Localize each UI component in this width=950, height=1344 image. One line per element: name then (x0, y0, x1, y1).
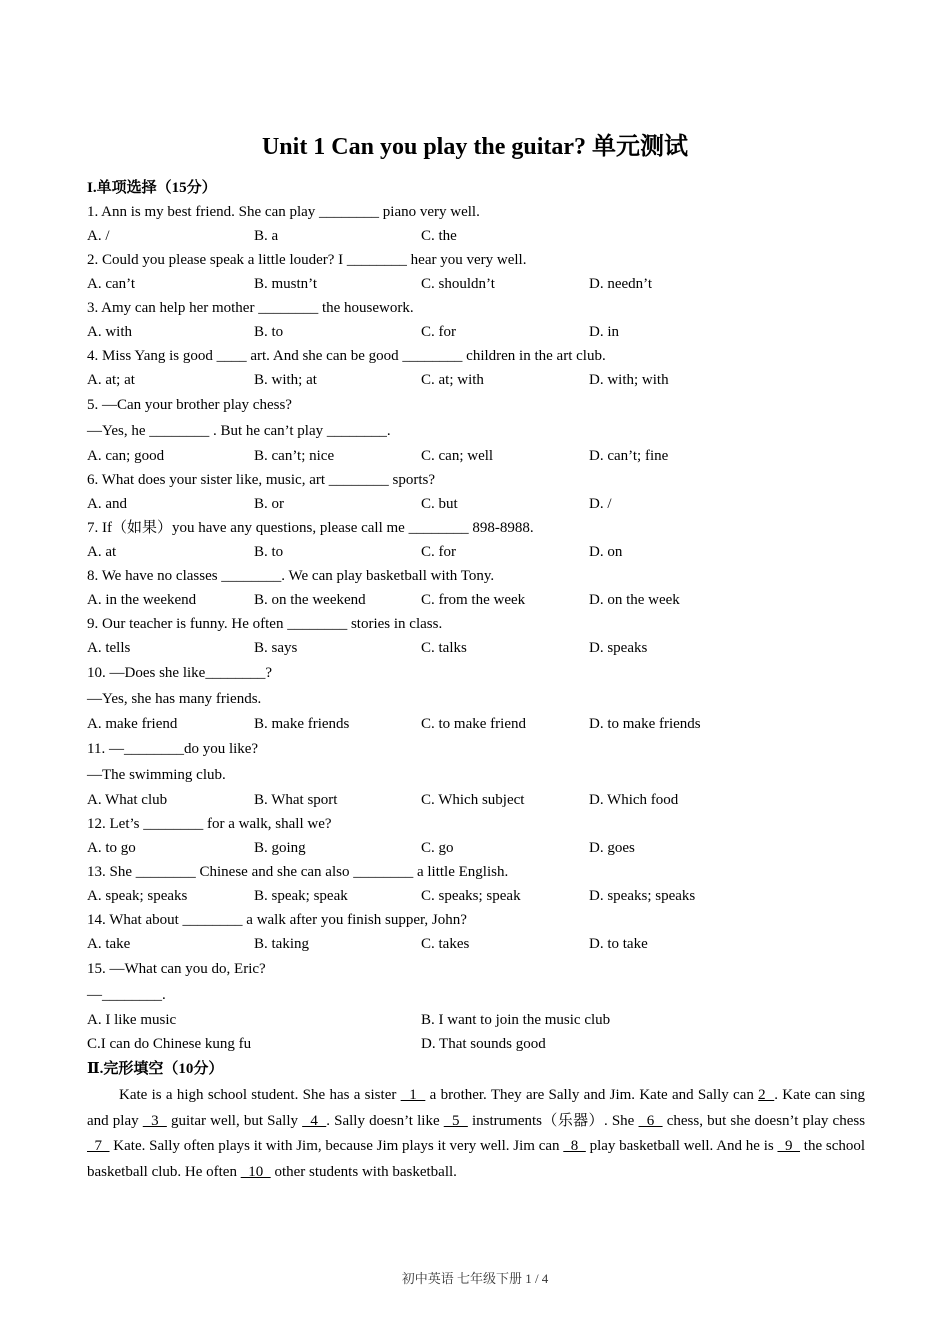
answer-option[interactable]: D. goes (589, 840, 635, 856)
section-heading: I.单项选择（15分） (87, 180, 217, 196)
answer-option[interactable]: C. Which subject (421, 792, 525, 808)
answer-option[interactable]: A. at; at (87, 372, 135, 388)
passage-text: . Sally doesn’t like (326, 1112, 444, 1129)
option-row (87, 444, 865, 468)
answer-option[interactable]: A. and (87, 496, 127, 512)
answer-option[interactable]: D. / (589, 496, 612, 512)
answer-option[interactable]: C. to make friend (421, 716, 526, 732)
cloze-blank[interactable]: 9 (777, 1138, 801, 1154)
answer-option[interactable]: C. go (421, 840, 454, 856)
option-row (87, 932, 865, 956)
cloze-blank[interactable]: 7 (87, 1138, 110, 1154)
question-stem: 6. What does your sister like, music, art ________ sports? (87, 472, 436, 488)
option-row (87, 540, 865, 564)
answer-option[interactable]: C. takes (421, 936, 470, 952)
passage-text: play basketball well. And he is (585, 1138, 778, 1154)
answer-option[interactable]: A. can; good (87, 448, 165, 464)
answer-option[interactable]: C. shouldn’t (421, 276, 495, 292)
question-stem: 1. Ann is my best friend. She can play ________ piano very well. (87, 204, 480, 220)
answer-option[interactable]: B. mustn’t (254, 276, 318, 292)
option-row (87, 836, 865, 860)
question-stem: 10. —Does she like________? (87, 665, 272, 681)
answer-option[interactable]: B. with; at (254, 372, 317, 388)
option-row (87, 712, 865, 736)
answer-option[interactable]: A. / (87, 228, 110, 244)
option-row (87, 224, 865, 248)
answer-option[interactable]: A. What club (87, 792, 168, 808)
answer-option[interactable]: B. make friends (254, 716, 350, 732)
answer-option[interactable]: B. on the weekend (254, 592, 366, 608)
answer-option[interactable]: B. to (254, 324, 284, 340)
answer-option[interactable]: A. tells (87, 640, 131, 656)
answer-option[interactable]: C.I can do Chinese kung fu (87, 1036, 252, 1052)
option-row (87, 492, 865, 516)
question-stem: 11. —________do you like? (87, 741, 259, 757)
answer-option[interactable]: C. talks (421, 640, 467, 656)
answer-option[interactable]: D. with; with (589, 372, 669, 388)
answer-option[interactable]: B. going (254, 840, 306, 856)
answer-option[interactable]: D. Which food (589, 792, 679, 808)
answer-option[interactable]: A. in the weekend (87, 592, 197, 608)
passage-text: Kate. Sally often plays it with Jim, because Jim plays it very well. Jim can (109, 1138, 564, 1154)
passage-text: chess, but she doesn’t play chess (662, 1112, 866, 1129)
answer-option[interactable]: D. to make friends (589, 716, 701, 732)
question-stem: 2. Could you please speak a little louder? I ________ hear you very well. (87, 252, 527, 268)
answer-option[interactable]: B. to (254, 544, 284, 560)
option-row (87, 588, 865, 612)
cloze-blank[interactable]: 3 (142, 1112, 167, 1129)
answer-option[interactable]: A. speak; speaks (87, 888, 188, 904)
question-stem: 13. She ________ Chinese and she can also ________ a little English. (87, 864, 509, 880)
option-row (87, 368, 865, 392)
document-body (87, 176, 865, 1185)
question-stem: 15. —What can you do, Eric? (87, 961, 266, 977)
question-list (87, 200, 865, 1056)
question-stem-reply: —Yes, she has many friends. (87, 691, 262, 707)
option-row (87, 320, 865, 344)
passage-text: instruments（乐器）. She (467, 1112, 639, 1129)
passage-text: . Kate can sing and play (87, 1087, 866, 1129)
option-row (87, 1032, 865, 1056)
cloze-passage (87, 1083, 865, 1185)
cloze-blank[interactable]: 2 (758, 1087, 775, 1103)
option-row (87, 788, 865, 812)
option-row (87, 1008, 865, 1032)
question-stem-reply: —The swimming club. (87, 767, 226, 783)
cloze-blank[interactable]: 5 (443, 1112, 468, 1129)
option-row (87, 272, 865, 296)
answer-option[interactable]: A. to go (87, 840, 136, 856)
answer-option[interactable]: D. speaks; speaks (589, 888, 696, 904)
cloze-blank[interactable]: 6 (638, 1112, 663, 1129)
passage-text: other students with basketball. (270, 1163, 457, 1180)
passage-text: guitar well, but Sally (166, 1112, 303, 1129)
cloze-blank[interactable]: 10 (240, 1163, 271, 1180)
answer-option[interactable]: C. for (421, 544, 456, 560)
answer-option[interactable]: B. I want to join the music club (421, 1012, 611, 1028)
answer-option[interactable]: C. for (421, 324, 456, 340)
answer-option[interactable]: B. What sport (254, 792, 338, 808)
option-row (87, 884, 865, 908)
question-stem: 12. Let’s ________ for a walk, shall we? (87, 816, 332, 832)
answer-option[interactable]: C. at; with (421, 372, 484, 388)
section-heading: Ⅱ.完形填空（10分） (87, 1061, 224, 1077)
passage-text: the school basketball club. He often (87, 1138, 866, 1180)
question-stem: 8. We have no classes ________. We can play basketball with Tony. (87, 568, 495, 584)
answer-option[interactable]: D. on the week (589, 592, 680, 608)
answer-option[interactable]: D. That sounds good (421, 1036, 546, 1052)
cloze-blank[interactable]: 4 (302, 1112, 327, 1129)
answer-option[interactable]: A. with (87, 324, 132, 340)
answer-option[interactable]: D. can’t; fine (589, 448, 669, 464)
question-stem-reply: —Yes, he ________ . But he can’t play ________. (87, 423, 391, 439)
answer-option[interactable]: A. take (87, 936, 131, 952)
answer-option[interactable]: B. a (254, 228, 279, 244)
cloze-blank[interactable]: 1 (400, 1087, 426, 1103)
answer-option[interactable]: C. but (421, 496, 458, 512)
answer-option[interactable]: D. on (589, 544, 623, 560)
answer-option[interactable]: D. to take (589, 936, 648, 952)
answer-option[interactable]: C. from the week (421, 592, 526, 608)
answer-option[interactable]: B. says (254, 640, 298, 656)
passage-text: Kate is a high school student. She has a sister (119, 1087, 401, 1103)
answer-option[interactable]: D. in (589, 324, 619, 340)
page-footer: 初中英语 七年级下册 1 / 4 (401, 1271, 549, 1286)
answer-option[interactable]: A. can’t (87, 276, 136, 292)
answer-option[interactable]: A. at (87, 544, 117, 560)
answer-option[interactable]: C. can; well (421, 448, 494, 464)
answer-option[interactable]: B. taking (254, 936, 309, 952)
answer-option[interactable]: D. needn’t (589, 276, 653, 292)
answer-option[interactable]: A. I like music (87, 1012, 177, 1028)
answer-option[interactable]: B. or (254, 496, 284, 512)
answer-option[interactable]: B. can’t; nice (254, 448, 335, 464)
answer-option[interactable]: C. the (421, 228, 457, 244)
question-stem-reply: —________. (87, 987, 166, 1003)
question-stem: 7. If（如果）you have any questions, please call me ________ 898-8988. (87, 520, 534, 536)
page-title: Unit 1 Can you play the guitar? 单元测试 (261, 134, 689, 160)
question-stem: 14. What about ________ a walk after you finish supper, John? (87, 912, 467, 928)
question-stem: 5. —Can your brother play chess? (87, 397, 292, 413)
cloze-blank[interactable]: 8 (563, 1138, 586, 1154)
answer-option[interactable]: C. speaks; speak (421, 888, 521, 904)
answer-option[interactable]: D. speaks (589, 640, 648, 656)
answer-option[interactable]: B. speak; speak (254, 888, 348, 904)
passage-text: a brother. They are Sally and Jim. Kate and Sally can (425, 1087, 759, 1103)
question-stem: 9. Our teacher is funny. He often ________ stories in class. (87, 616, 443, 632)
option-row (87, 636, 865, 660)
question-stem: 3. Amy can help her mother ________ the housework. (87, 300, 414, 316)
answer-option[interactable]: A. make friend (87, 716, 178, 732)
question-stem: 4. Miss Yang is good ____ art. And she can be good ________ children in the art club. (87, 348, 606, 364)
